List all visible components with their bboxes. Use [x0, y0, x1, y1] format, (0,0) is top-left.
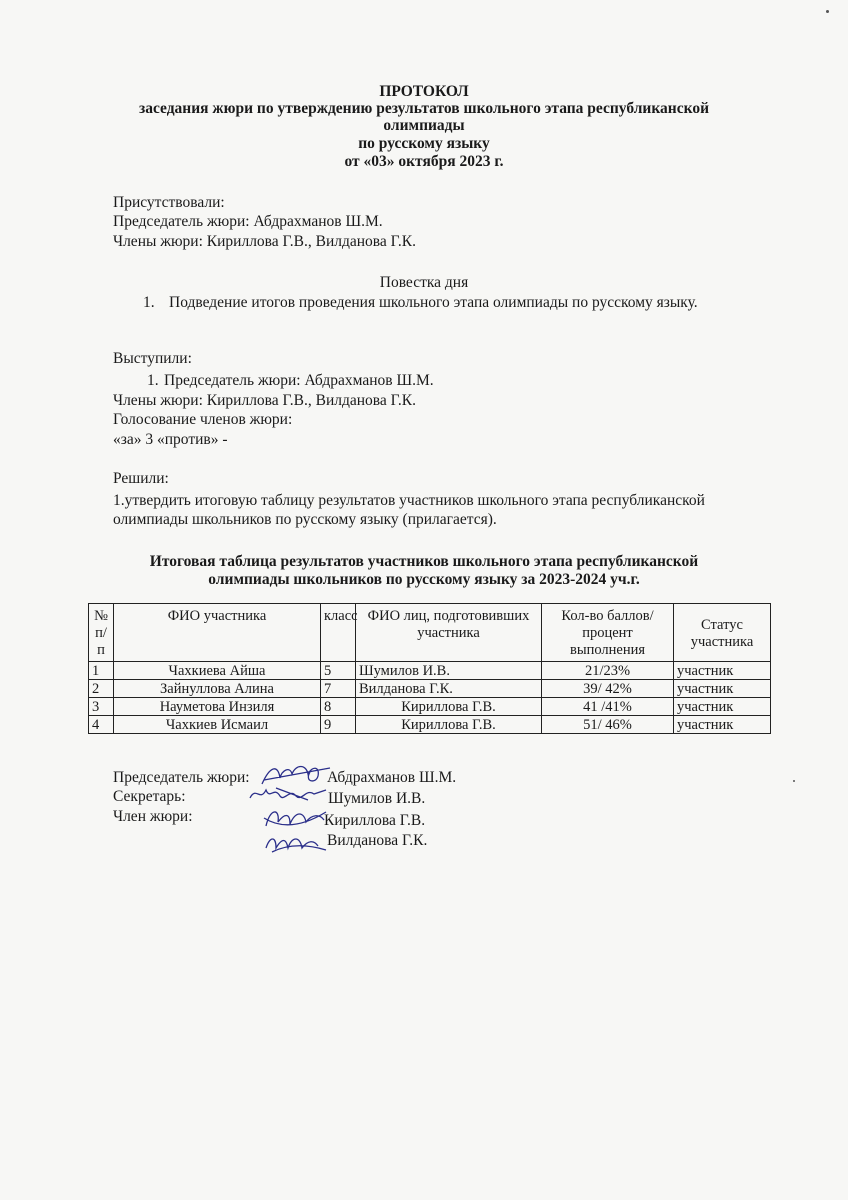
attendance-chair: Председатель жюри: Абдрахманов Ш.М. — [113, 213, 383, 230]
scan-speck — [793, 780, 795, 782]
signature-secretary-name: Шумилов И.В. — [328, 790, 426, 807]
cell-score: 39/ 42% — [542, 680, 674, 698]
cell-grade: 5 — [321, 662, 356, 680]
table-title-2: олимпиады школьников по русскому языку за 2023-2024 уч.г. — [208, 571, 640, 588]
header-grade: класс — [321, 604, 356, 662]
agenda-heading: Повестка дня — [379, 274, 469, 291]
document-subtitle-3: по русскому языку — [358, 135, 490, 152]
decision-heading: Решили: — [113, 470, 169, 487]
cell-status: участник — [674, 680, 771, 698]
member-signature-scribble-2 — [262, 830, 330, 856]
cell-score: 41 /41% — [542, 698, 674, 716]
document-date: от «03» октября 2023 г. — [344, 153, 504, 170]
header-score: Кол-во баллов/процент выполнения — [542, 604, 674, 662]
signature-secretary-label: Секретарь: — [113, 788, 186, 805]
speakers-item-number: 1. — [147, 372, 159, 389]
cell-name: Чахкиев Исмаил — [114, 716, 321, 734]
cell-teacher: Кириллова Г.В. — [356, 716, 542, 734]
cell-name: Чахкиева Айша — [114, 662, 321, 680]
secretary-signature-scribble — [246, 782, 330, 806]
cell-status: участник — [674, 662, 771, 680]
vote-result: «за» 3 «против» - — [113, 431, 228, 448]
results-table — [88, 603, 771, 734]
cell-grade: 8 — [321, 698, 356, 716]
member-signature-scribble-1 — [260, 806, 330, 832]
cell-status: участник — [674, 698, 771, 716]
scan-speck — [826, 10, 829, 13]
agenda-item-number: 1. — [143, 294, 155, 311]
header-status: Статус участника — [674, 604, 771, 662]
decision-text-1: 1.утвердить итоговую таблицу результатов участников школьного этапа республиканской — [113, 492, 705, 509]
attendance-heading: Присутствовали: — [113, 194, 225, 211]
signature-member-name-1: Кириллова Г.В. — [324, 812, 426, 829]
signature-member-label: Член жюри: — [113, 808, 193, 825]
agenda-item-text: Подведение итогов проведения школьного этапа олимпиады по русскому языку. — [169, 294, 698, 311]
cell-teacher: Шумилов И.В. — [356, 662, 542, 680]
signature-member-name-2: Вилданова Г.К. — [327, 832, 428, 849]
cell-name: Науметова Инзиля — [114, 698, 321, 716]
cell-score: 21/23% — [542, 662, 674, 680]
cell-num: 3 — [89, 698, 114, 716]
header-teacher: ФИО лиц, подготовивших участника — [356, 604, 542, 662]
cell-score: 51/ 46% — [542, 716, 674, 734]
table-row — [89, 662, 771, 680]
cell-teacher: Кириллова Г.В. — [356, 698, 542, 716]
document-title: ПРОТОКОЛ — [379, 83, 469, 100]
speakers-item-text: Председатель жюри: Абдрахманов Ш.М. — [164, 372, 434, 389]
cell-grade: 7 — [321, 680, 356, 698]
table-header-row — [89, 604, 771, 662]
cell-num: 1 — [89, 662, 114, 680]
cell-grade: 9 — [321, 716, 356, 734]
cell-num: 4 — [89, 716, 114, 734]
document-subtitle-1: заседания жюри по утверждению результатов школьного этапа республиканской — [138, 100, 710, 117]
signature-chair-name: Абдрахманов Ш.М. — [327, 769, 457, 786]
cell-name: Зайнуллова Алина — [114, 680, 321, 698]
speakers-heading: Выступили: — [113, 350, 192, 367]
vote-heading: Голосование членов жюри: — [113, 411, 293, 428]
cell-teacher: Вилданова Г.К. — [356, 680, 542, 698]
signature-chair-label: Председатель жюри: — [113, 769, 250, 786]
table-row — [89, 698, 771, 716]
header-num: № п/п — [89, 604, 114, 662]
header-name: ФИО участника — [114, 604, 321, 662]
attendance-members: Члены жюри: Кириллова Г.В., Вилданова Г.К. — [113, 233, 416, 250]
table-title-1: Итоговая таблица результатов участников школьного этапа республиканской — [149, 553, 699, 570]
table-row — [89, 680, 771, 698]
decision-text-2: олимпиады школьников по русскому языку (прилагается). — [113, 511, 497, 528]
table-row — [89, 716, 771, 734]
cell-num: 2 — [89, 680, 114, 698]
document-subtitle-2: олимпиады — [383, 117, 465, 134]
speakers-members: Члены жюри: Кириллова Г.В., Вилданова Г.К. — [113, 392, 416, 409]
cell-status: участник — [674, 716, 771, 734]
